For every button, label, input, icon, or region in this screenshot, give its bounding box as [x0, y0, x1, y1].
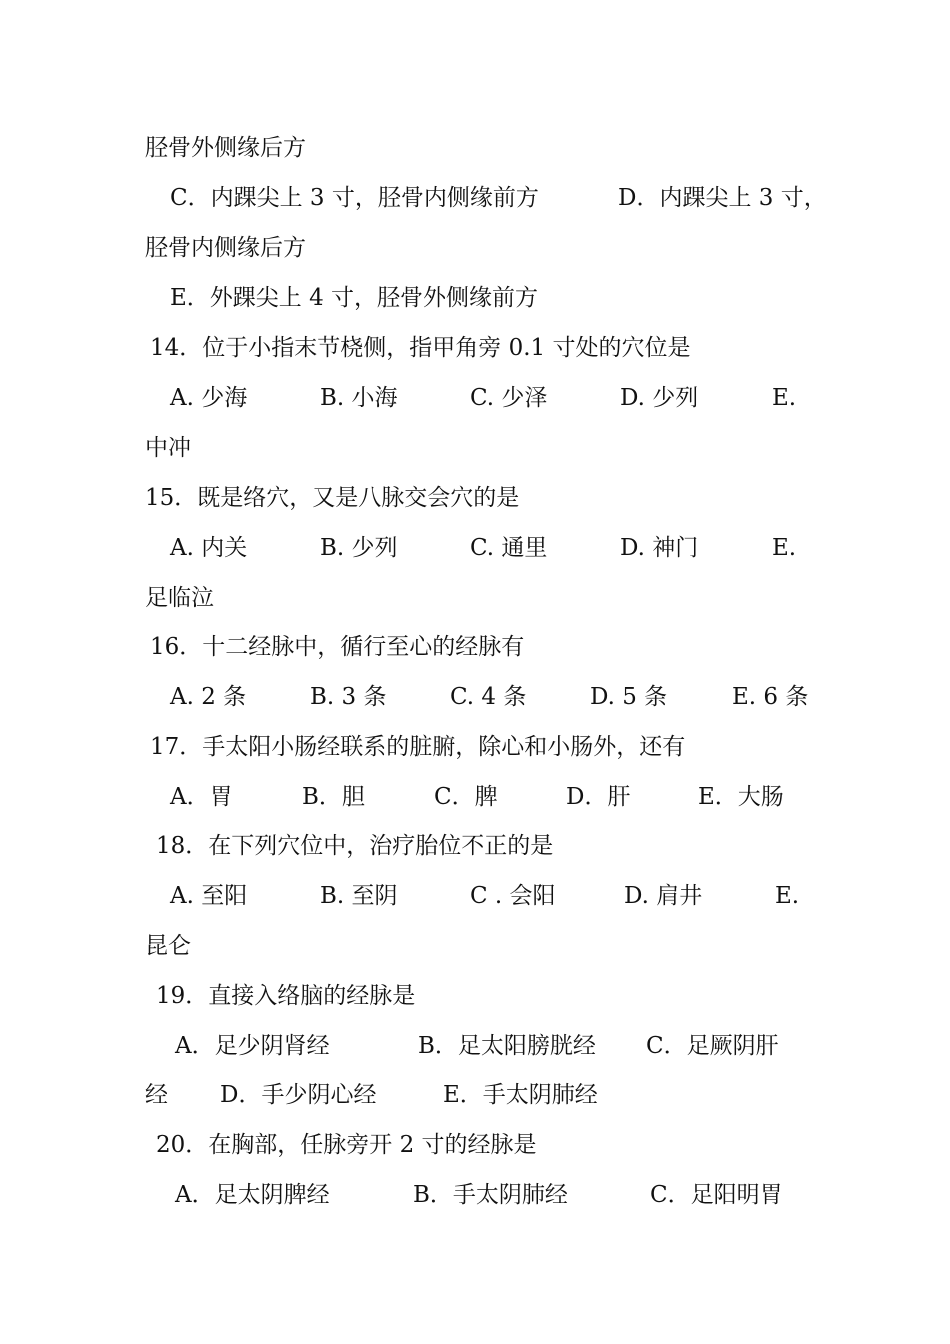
text-line: 胫骨内侧缘后方: [145, 235, 306, 261]
question-19: 19．直接入络脑的经脉是: [156, 983, 416, 1009]
option-a: A．足少阴肾经: [175, 1033, 330, 1059]
question-18: 18．在下列穴位中，治疗胎位不正的是: [156, 833, 554, 859]
option-b: B. 至阴: [320, 883, 398, 909]
option-d: D．手少阴心经: [220, 1082, 377, 1108]
option-d: D. 少列: [620, 385, 699, 411]
option-c: C. 少泽: [470, 385, 548, 411]
text-line: 中冲: [145, 435, 191, 461]
option-d: D．内踝尖上 3 寸，: [618, 185, 827, 211]
option-e: E.: [772, 535, 797, 561]
text-line: 胫骨外侧缘后方: [145, 135, 306, 161]
question-20: 20．在胸部，任脉旁开 2 寸的经脉是: [156, 1132, 537, 1158]
question-15: 15．既是络穴，又是八脉交会穴的是: [145, 485, 520, 511]
option-b: B. 3 条: [310, 684, 387, 710]
option-e: E. 6 条: [732, 684, 809, 710]
option-b: B．手太阴肺经: [413, 1182, 568, 1208]
text-line: 经: [145, 1082, 168, 1108]
option-b: B. 小海: [320, 385, 398, 411]
option-a: A. 少海: [170, 385, 248, 411]
question-17: 17．手太阳小肠经联系的脏腑，除心和小肠外，还有: [150, 734, 686, 760]
option-b: B. 少列: [320, 535, 398, 561]
option-c: C．脾: [434, 784, 498, 810]
option-e: E.: [775, 883, 800, 909]
option-c: C. 4 条: [450, 684, 527, 710]
option-e: E．手太阴肺经: [443, 1082, 598, 1108]
option-a: A．胃: [170, 784, 233, 810]
option-e: E．大肠: [698, 784, 784, 810]
option-e: E．外踝尖上 4 寸，胫骨外侧缘前方: [170, 285, 539, 311]
option-d: D．肝: [566, 784, 631, 810]
option-e: E.: [772, 385, 797, 411]
option-c: C．足阳明胃: [650, 1182, 783, 1208]
option-b: B．足太阳膀胱经: [418, 1033, 596, 1059]
option-a: A. 至阳: [170, 883, 248, 909]
text-line: 昆仑: [145, 933, 191, 959]
option-c: C．内踝尖上 3 寸，胫骨内侧缘前方: [170, 185, 539, 211]
option-b: B．胆: [302, 784, 365, 810]
question-16: 16．十二经脉中，循行至心的经脉有: [150, 634, 525, 660]
option-c: C . 会阳: [470, 883, 556, 909]
option-d: D. 5 条: [590, 684, 668, 710]
option-d: D. 肩井: [624, 883, 703, 909]
question-14: 14．位于小指末节桡侧，指甲角旁 0.1 寸处的穴位是: [150, 335, 691, 361]
option-a: A. 2 条: [170, 684, 247, 710]
option-c: C. 通里: [470, 535, 548, 561]
option-d: D. 神门: [620, 535, 699, 561]
option-a: A．足太阴脾经: [175, 1182, 330, 1208]
option-a: A. 内关: [170, 535, 248, 561]
option-c: C．足厥阴肝: [646, 1033, 779, 1059]
text-line: 足临泣: [145, 585, 214, 611]
